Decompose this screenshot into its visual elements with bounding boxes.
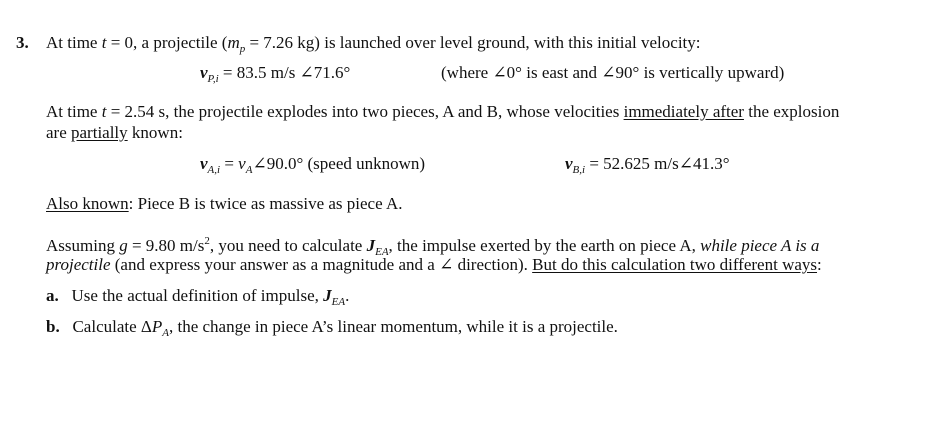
intro-mid: = 0, a projectile ( bbox=[106, 33, 228, 52]
part-b-label: b. bbox=[46, 317, 60, 336]
part-b-post: , the change in piece A’s linear momentum, while it is a projectile. bbox=[168, 317, 618, 336]
intro-pre: At time bbox=[46, 33, 102, 52]
v-pi-sub: P,i bbox=[207, 73, 219, 85]
impulse-sub: EA bbox=[375, 246, 389, 258]
assume-g: g bbox=[119, 236, 128, 255]
part-a-impulse-sub: EA bbox=[331, 296, 346, 308]
assume-italic: while piece A is a bbox=[700, 236, 820, 255]
explode-t: t bbox=[101, 102, 107, 121]
explode-post: the explosion bbox=[743, 102, 840, 121]
explode-mid: = 2.54 s, the projectile explodes into two pieces, A and B, whose velocities bbox=[106, 102, 624, 121]
explode-pre: At time bbox=[46, 102, 102, 121]
part-b bbox=[46, 318, 618, 339]
assume2-post: : bbox=[817, 255, 822, 274]
assume2-italic: projectile bbox=[46, 255, 111, 274]
explode-line-2 bbox=[46, 124, 183, 141]
part-a-label: a. bbox=[46, 286, 59, 305]
v-a-symbol: v bbox=[200, 154, 208, 173]
assume-line-2 bbox=[46, 256, 822, 273]
intro-post: = 7.26 kg) is launched over level ground, with this initial velocity: bbox=[245, 33, 701, 52]
also-known-label: Also known bbox=[46, 194, 129, 213]
explode2-pre: are bbox=[46, 123, 72, 142]
assume-mid2: , you need to calculate bbox=[209, 236, 367, 255]
assume2-mid: (and express your answer as a magnitude and a ∠ direction). bbox=[110, 255, 533, 274]
v-pi-symbol: v bbox=[200, 63, 208, 82]
impulse-symbol: J bbox=[366, 236, 376, 255]
intro-t: t bbox=[101, 33, 107, 52]
part-a bbox=[46, 287, 349, 308]
direction-note: (where ∠0° is east and ∠90° is vertically upward) bbox=[441, 63, 785, 82]
v-a-speed-sub: A bbox=[245, 164, 253, 176]
v-b-symbol: v bbox=[565, 154, 573, 173]
also-known-line bbox=[46, 195, 402, 212]
assume-mid: = 9.80 m/s bbox=[127, 236, 205, 255]
v-b-value: = 52.625 m/s∠41.3° bbox=[589, 154, 730, 173]
intro-line bbox=[46, 34, 701, 55]
part-a-end: . bbox=[345, 286, 350, 305]
velocity-b bbox=[565, 155, 730, 176]
also-known-text: : Piece B is twice as massive as piece A. bbox=[128, 194, 403, 213]
v-a-eq-post: ∠90.0° (speed unknown) bbox=[252, 154, 426, 173]
intro-msub: p bbox=[239, 43, 246, 55]
v-pi-value: = 83.5 m/s ∠71.6° bbox=[222, 63, 351, 82]
explode2-underlined: partially bbox=[71, 123, 128, 142]
assume2-underlined: But do this calculation two different ways bbox=[532, 255, 818, 274]
explode2-post: known: bbox=[127, 123, 183, 142]
assume-mid3: , the impulse exerted by the earth on piece A, bbox=[388, 236, 701, 255]
part-a-impulse: J bbox=[323, 286, 332, 305]
problem-number: 3. bbox=[16, 33, 29, 52]
assume-pre: Assuming bbox=[46, 236, 120, 255]
part-b-pre: Calculate Δ bbox=[72, 317, 152, 336]
explode-underlined: immediately after bbox=[623, 102, 744, 121]
v-a-speed: v bbox=[238, 154, 246, 173]
initial-velocity bbox=[200, 64, 350, 85]
velocity-a bbox=[200, 155, 425, 176]
part-a-text: Use the actual definition of impulse, bbox=[71, 286, 324, 305]
v-b-sub: B,i bbox=[572, 164, 586, 176]
explode-line-1 bbox=[46, 103, 839, 120]
assume-sup: 2 bbox=[204, 235, 210, 247]
intro-m: m bbox=[227, 33, 240, 52]
part-b-p: P bbox=[151, 317, 163, 336]
part-b-p-sub: A bbox=[162, 327, 169, 339]
v-a-sub: A,i bbox=[207, 164, 221, 176]
v-a-eq-pre: = bbox=[224, 154, 239, 173]
